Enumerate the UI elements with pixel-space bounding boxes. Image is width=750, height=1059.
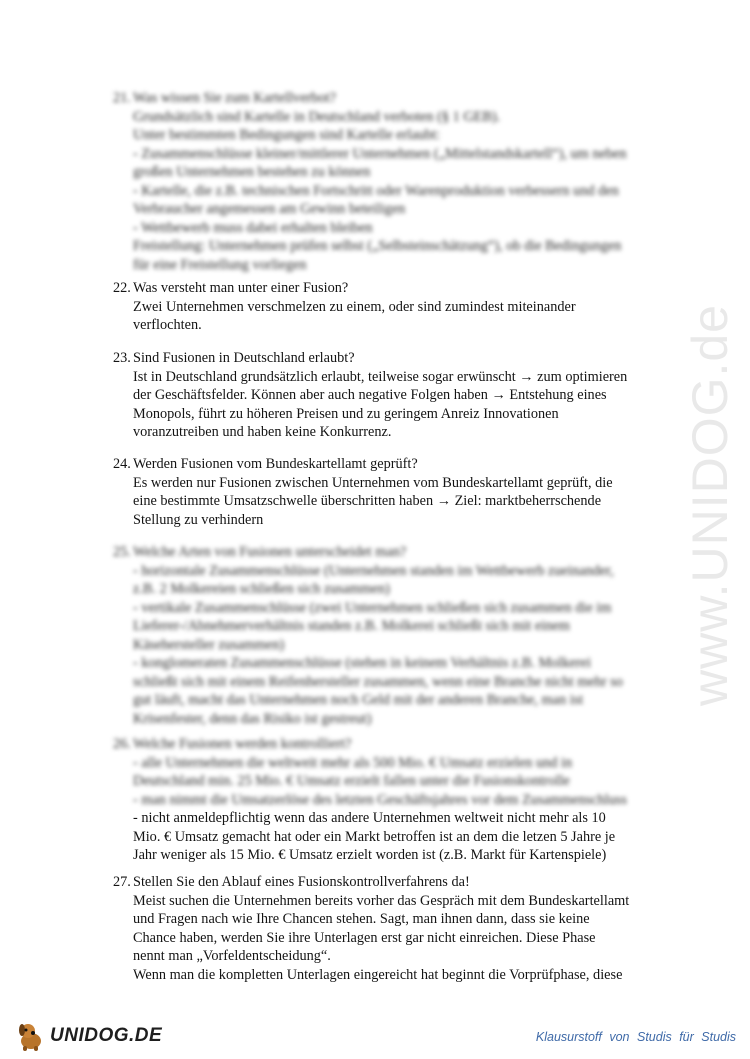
answer-line: Chance haben, werden Sie ihre Unterlagen erst gar nicht einreichen. Diese Phase [133, 929, 596, 946]
question-text: Sind Fusionen in Deutschland erlaubt? [133, 350, 355, 366]
answer-22 [113, 298, 673, 335]
question-text: Welche Arten von Fusionen unterscheidet man? [133, 544, 407, 560]
answer-line: - Kartelle, die z.B. technischen Fortschritt oder Warenproduktion verbessern und den [133, 182, 619, 199]
question-number: 26. [113, 736, 131, 752]
question-text: Was wissen Sie zum Kartellverbot? [133, 90, 336, 106]
answer-line: - Wettbewerb muss dabei erhalten bleiben [133, 219, 373, 236]
question-25 [113, 543, 673, 562]
answer-line: - Zusammenschlüsse kleiner/mittlerer Unternehmen („Mittelstandskartell“), um neben [133, 145, 627, 162]
unidog-logo [14, 1018, 162, 1054]
logo-text: UNIDOG.DE [50, 1025, 163, 1046]
question-text: Stellen Sie den Ablauf eines Fusionskontrollverfahrens da! [133, 874, 470, 890]
answer-line: Deutschland min. 25 Mio. € Umsatz erzielt fallen unter die Fusionskontrolle [133, 773, 570, 789]
question-number: 23. [113, 350, 131, 366]
answer-line: Jahr weniger als 15 Mio. € Umsatz erzielt worden ist (z.B. Markt für Kartenspiele) [133, 847, 607, 863]
qa-25 [113, 543, 673, 728]
answer-line: Stellung zu verhindern [133, 511, 264, 528]
answer-line: Es werden nur Fusionen zwischen Unternehmen vom Bundeskartellamt geprüft, die [133, 474, 613, 491]
qa-21 [113, 89, 673, 274]
question-24 [113, 455, 673, 474]
answer-line: Ist in Deutschland grundsätzlich erlaubt, teilweise sogar erwünscht → zum optimieren [133, 368, 628, 385]
answer-23 [113, 368, 673, 442]
answer-line: Unter bestimmten Bedingungen sind Kartelle erlaubt: [133, 127, 440, 143]
answer-26 [113, 754, 673, 865]
answer-line: - vertikale Zusammenschlüsse (zwei Unternehmen schließen sich zusammen die im [133, 599, 612, 616]
answer-line: Käsehersteller zusammen) [133, 636, 285, 653]
answer-line: gut läuft, macht das Unternehmen noch Geld mit der anderen Branche, man ist [133, 692, 584, 708]
answer-21 [113, 108, 673, 275]
question-27 [113, 873, 673, 892]
question-number: 25. [113, 544, 131, 560]
answer-line: Krisenfester, denn das Risiko ist gestreut) [133, 710, 372, 727]
answer-line: - nicht anmeldepflichtig wenn das andere Unternehmen weltweit nicht mehr als 10 [133, 810, 606, 826]
answer-line: Wenn man die kompletten Unterlagen eingereicht hat beginnt die Vorprüfphase, diese [133, 966, 623, 983]
answer-27 [113, 892, 673, 985]
answer-24 [113, 474, 673, 530]
answer-line: Verbraucher angemessen am Gewinn beteiligen [133, 201, 406, 217]
question-text: Werden Fusionen vom Bundeskartellamt geprüft? [133, 456, 418, 472]
dog-icon [14, 1019, 48, 1053]
answer-line: - man nimmt die Umsatzerlöse des letzten Geschäftsjahres vor dem Zusammenschluss [133, 791, 627, 808]
question-text: Was versteht man unter einer Fusion? [133, 280, 349, 296]
answer-line: und Fragen nach wie Ihre Chancen stehen. Sagt, man ihnen dann, dass sie keine [133, 911, 590, 927]
answer-line: verflochten. [133, 317, 202, 333]
answer-line: - alle Unternehmen die weltweit mehr als 500 Mio. € Umsatz erzielen und in [133, 754, 573, 771]
answer-line: schließt sich mit einem Reifenhersteller zusammen, wenn eine Branche nicht mehr so [133, 673, 623, 690]
question-number: 24. [113, 456, 131, 472]
answer-line: z.B. 2 Molkereien schließen sich zusammen) [133, 581, 390, 597]
answer-line: großen Unternehmen bestehen zu können [133, 164, 371, 180]
answer-line: voranzutreiben und haben keine Konkurrenz. [133, 424, 392, 440]
answer-line: Zwei Unternehmen verschmelzen zu einem, oder sind zumindest miteinander [133, 298, 576, 315]
answer-line: Meist suchen die Unternehmen bereits vorher das Gespräch mit dem Bundeskartellamt [133, 892, 630, 909]
watermark [680, 270, 740, 740]
qa-27 [113, 873, 673, 984]
question-number: 21. [113, 90, 131, 106]
answer-line: Freistellung: Unternehmen prüfen selbst („Selbsteinschätzung“), ob die Bedingungen [133, 238, 622, 254]
question-23 [113, 349, 673, 368]
answer-line: für eine Freistellung vorliegen [133, 256, 307, 273]
question-26 [113, 735, 673, 754]
question-22 [113, 279, 673, 298]
answer-line: Lieferer-/Abnehmerverhältnis standen z.B. Molkerei schließt sich mit einem [133, 618, 570, 634]
answer-line: Monopols, führt zu höheren Preisen und zu geringem Anreiz Innovationen [133, 405, 559, 422]
question-number: 27. [113, 874, 131, 890]
question-text: Welche Fusionen werden kontrolliert? [133, 736, 352, 752]
answer-line: eine bestimmte Umsatzschwelle überschritten haben → Ziel: marktbeherrschende [133, 493, 602, 509]
question-number: 22. [113, 280, 131, 296]
answer-line: - konglomeraten Zusammenschlüsse (stehen in keinem Verhältnis z.B. Molkerei [133, 655, 591, 671]
answer-25 [113, 562, 673, 729]
answer-line: Grundsätzlich sind Kartelle in Deutschland verboten (§ 1 GEB). [133, 108, 501, 125]
qa-22 [113, 279, 673, 335]
question-21 [113, 89, 673, 108]
qa-24 [113, 455, 673, 529]
answer-line: - horizontale Zusammenschlüsse (Unternehmen standen im Wettbewerb zueinander, [133, 562, 614, 579]
qa-26 [113, 735, 673, 865]
footer-slogan: Klausurstoff von Studis für Studis [535, 1030, 736, 1044]
watermark-text: www.UNIDOG.de [682, 304, 738, 706]
qa-23 [113, 349, 673, 442]
answer-line: nennt man „Vorfeldentscheidung“. [133, 948, 331, 964]
answer-line: Mio. € Umsatz gemacht hat oder ein Markt betroffen ist an dem die letzen 5 Jahre je [133, 828, 616, 845]
answer-line: der Geschäftsfelder. Können aber auch negative Folgen haben → Entstehung eines [133, 387, 607, 403]
